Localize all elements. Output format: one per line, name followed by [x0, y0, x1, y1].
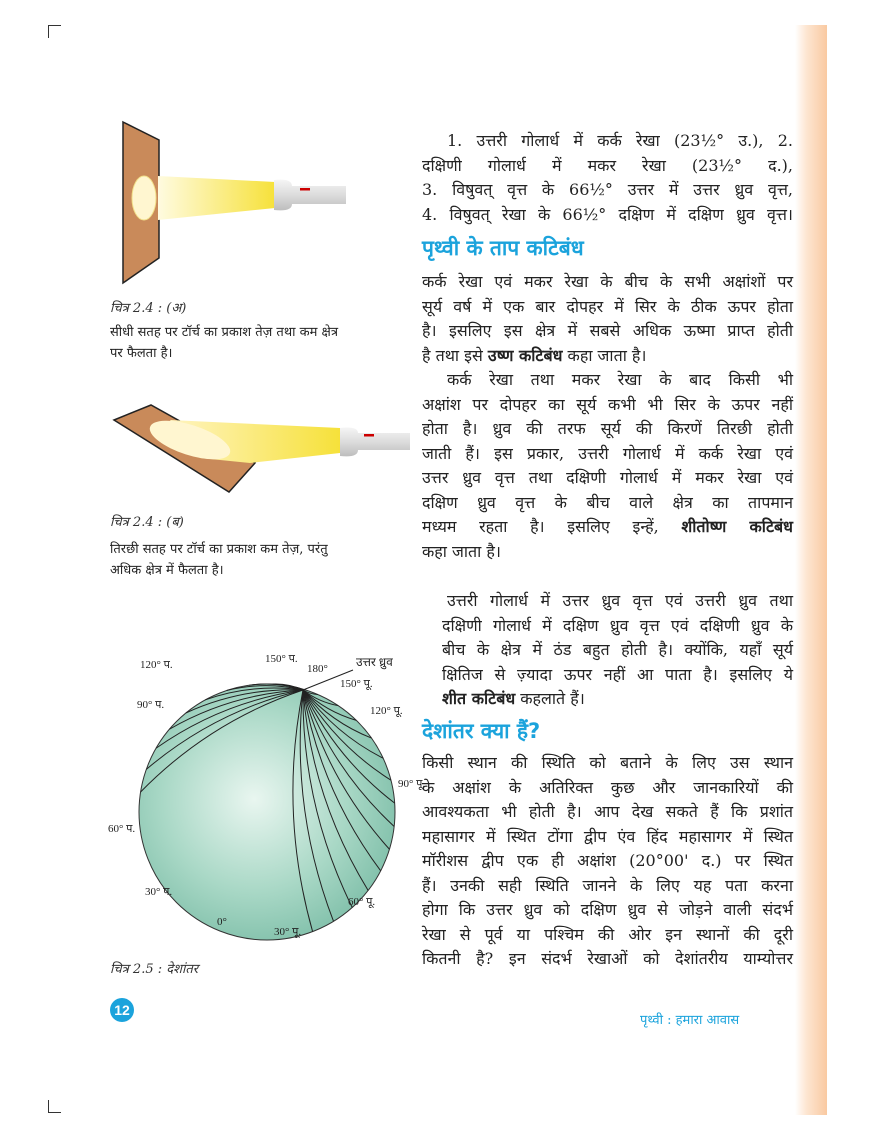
text-line: 3. विषुवत् वृत्त के 66½° उत्तर में उत्तर ध्रुव वृत्त, — [422, 180, 793, 199]
text-line: के अक्षांश के अतिरिक्त कुछ और जानकारियों की — [422, 777, 793, 797]
figure-torch-slanted — [100, 390, 420, 500]
figure-caption: चित्र 2.4 : (अ) — [110, 301, 187, 316]
label-120e: 120° पू. — [370, 705, 403, 717]
paragraph-temperate — [422, 368, 793, 564]
text-line: कर्क रेखा तथा मकर रेखा के बाद किसी भी — [447, 370, 793, 389]
text-line: हैं। उनकी सही स्थिति जानने के लिए यह पता करना — [422, 875, 793, 895]
figure-description: तिरछी सतह पर टॉर्च का प्रकाश कम तेज़, परंतु अधिक क्षेत्र में फैलता है। — [110, 542, 328, 578]
text-line: है तथा इसे उष्ण कटिबंध कहा जाता है। — [422, 345, 647, 365]
label-90e: 90° पू. — [398, 778, 426, 790]
text-line: होता है। ध्रुव की तरफ सूर्य की किरणें तिरछी होती — [422, 419, 793, 438]
text-line: कितनी है? इन संदर्भ रेखाओं को देशांतरीय याम्योत्तर — [422, 949, 793, 968]
crop-mark-top — [48, 25, 61, 38]
text-line: सूर्य वर्ष में एक बार दोपहर में सिर के ठीक ऊपर होता — [422, 296, 793, 316]
label-150e: 150° पू. — [340, 678, 373, 690]
term-frigid: शीत कटिबंध — [442, 689, 516, 708]
label-60w: 60° प. — [108, 823, 136, 835]
text-line: दक्षिणी गोलार्ध में मकर रेखा (23½° द.), — [422, 155, 793, 175]
text-line: शीत कटिबंध कहलाते हैं। — [442, 689, 585, 708]
text-line: महासागर में स्थित टोंगा द्वीप एंव हिंद महासागर में स्थित — [422, 826, 793, 846]
text-line: है। इसलिए इस क्षेत्र में सबसे अधिक ऊष्मा प्राप्त होती — [422, 321, 793, 340]
text-line: मध्यम रहता है। इसलिए इन्हें, शीतोष्ण कटिबंध — [422, 517, 793, 536]
label-120w: 120° प. — [140, 659, 173, 671]
torch-icon — [340, 428, 410, 457]
text-line: रेखा से पूर्व या पश्चिम की ओर इन स्थानों की दूरी — [422, 924, 793, 944]
text-line: दक्षिण ध्रुव वृत्त के बीच वाले क्षेत्र का तापमान — [422, 492, 793, 512]
light-spot — [132, 176, 156, 220]
page-number: 12 — [110, 998, 134, 1022]
text-line: उत्तर ध्रुव वृत्त तथा दक्षिणी गोलार्ध में मकर रेखा एवं — [422, 468, 793, 487]
paragraph-frigid — [422, 589, 793, 712]
label-150w: 150° प. — [265, 653, 298, 665]
text-line: जाती हैं। इस प्रकार, उत्तरी गोलार्ध में कर्क रेखा एवं — [422, 443, 793, 463]
text-line: होगा कि उत्तर ध्रुव को दक्षिण ध्रुव से जोड़ने वाली संदर्भ — [422, 900, 793, 919]
label-90w: 90° प. — [137, 699, 165, 711]
heading-heat-zones: पृथ्वी के ताप कटिबंध — [422, 236, 584, 260]
figure-torch-vertical — [100, 110, 420, 290]
figure-description: सीधी सतह पर टॉर्च का प्रकाश तेज़ तथा कम क्षेत्र पर फैलता है। — [110, 325, 339, 361]
label-0: 0° — [217, 916, 227, 928]
term-torrid: उष्ण कटिबंध — [487, 345, 563, 365]
book-title: पृथ्वी : हमारा आवास — [640, 1013, 740, 1028]
text-line: क्षितिज से ज़्यादा ऊपर नहीं आ पाता है। इसलिए ये — [442, 664, 793, 684]
text-line: कर्क रेखा एवं मकर रेखा के बीच के सभी अक्षांशों पर — [422, 272, 793, 291]
label-180: 180° — [307, 663, 328, 675]
crop-mark-bottom — [48, 1100, 61, 1113]
light-beam — [158, 176, 275, 220]
text-line: कहा जाता है। — [422, 541, 501, 561]
text-line: आवश्यकता भी होती है। आप देख सकते हैं कि प्रशांत — [422, 802, 793, 821]
text-line: 1. उत्तरी गोलार्ध में कर्क रेखा (23½° उ.), 2. — [447, 131, 793, 150]
text-line: दक्षिणी गोलार्ध में दक्षिण ध्रुव वृत्त एवं दक्षिणी ध्रुव के — [442, 615, 793, 635]
label-60e: 60° पू. — [348, 896, 376, 908]
label-30e: 30° पू. — [274, 926, 302, 938]
text-line: 4. विषुवत् रेखा के 66½° दक्षिण में दक्षिण ध्रुव वृत्त। — [422, 204, 793, 224]
text-line: बीच के क्षेत्र में ठंड बहुत होती है। क्योंकि, यहाँ सूर्य — [442, 640, 793, 659]
latitude-list — [422, 129, 793, 227]
text-line: अक्षांश पर दोपहर का सूर्य कभी भी सिर के ऊपर नहीं — [422, 394, 793, 414]
heading-longitude: देशांतर क्या हैं? — [422, 719, 541, 743]
label-30w: 30° प. — [145, 886, 173, 898]
paragraph-torrid — [422, 270, 793, 368]
torch-icon — [274, 180, 346, 211]
figure-globe-longitudes — [100, 640, 426, 940]
paragraph-longitude — [422, 751, 793, 972]
figure-caption: चित्र 2.5 : देशांतर — [110, 962, 199, 977]
text-line: मॉरीशस द्वीप एक ही अक्षांश (20°00' द.) पर स्थित — [422, 851, 793, 870]
page-edge-strip — [795, 25, 827, 1115]
text-line: उत्तरी गोलार्ध में उत्तर ध्रुव वृत्त एवं उत्तरी ध्रुव तथा — [447, 591, 793, 610]
text-line: किसी स्थान की स्थिति को बताने के लिए उस स्थान — [422, 753, 793, 772]
figure-caption: चित्र 2.4 : (ब) — [110, 515, 184, 530]
term-temperate: शीतोष्ण कटिबंध — [681, 517, 793, 536]
label-north-pole: उत्तर ध्रुव — [356, 655, 393, 669]
